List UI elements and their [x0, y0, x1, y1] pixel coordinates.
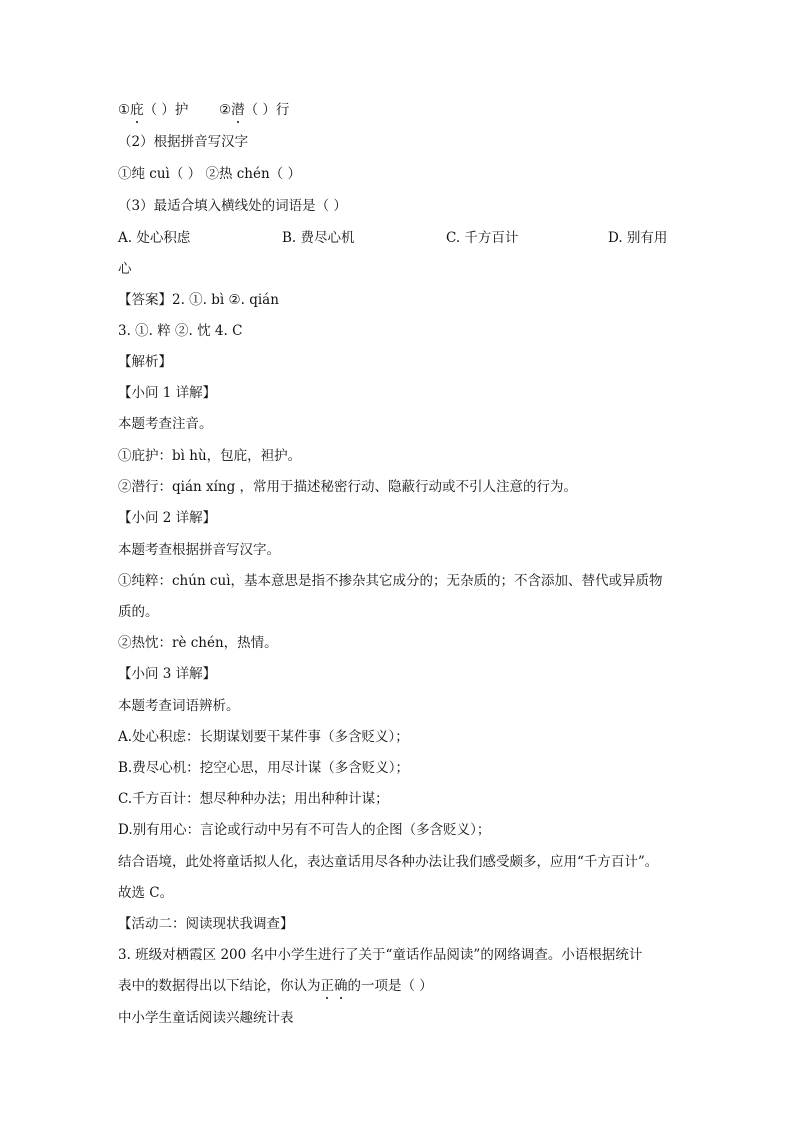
sub3-heading: 【小问 3 详解】	[118, 666, 217, 682]
sub1-item1: ①庇护：bì hù，包庇，袒护。	[118, 448, 302, 464]
sub2-item2: ②热忱：rè chén，热情。	[118, 635, 278, 651]
answer-line-2: 3. ①. 粹 ②. 忱 4. C	[118, 323, 243, 339]
q3-line2-start: 表中的数据得出以下结论，你认为	[118, 978, 321, 994]
answer-line-1: 【答案】2. ①. bì ②. qián	[118, 292, 279, 308]
option-d: D. 别有用	[608, 230, 668, 246]
activity2-heading: 【活动二：阅读现状我调查】	[118, 916, 294, 932]
sub3-conclusion: 结合语境，此处将童话拟人化，表达童话用尽各种办法让我们感受颇多，应用“千方百计”。	[118, 854, 659, 870]
sub3-intro: 本题考查词语辨析。	[118, 698, 240, 714]
sub2-heading: 【小问 2 详解】	[118, 510, 217, 526]
q2-line: ①纯 cuì（ ） ②热 chén（ ）	[118, 166, 301, 182]
table-title: 中小学生童话阅读兴趣统计表	[118, 1010, 294, 1026]
sub1-intro: 本题考查注音。	[118, 416, 213, 432]
q3-heading: （3）最适合填入横线处的词语是（ ）	[118, 198, 347, 214]
option-a: A. 处心积虑	[118, 230, 191, 246]
emphasized-char-bi: 庇	[130, 102, 144, 118]
marker-1: ①	[118, 102, 131, 118]
q3-line2-end: 的一项是（ ）	[347, 978, 433, 994]
emphasized-char-qian: 潜	[231, 102, 245, 118]
q1-part1-rest: （ ）护	[143, 102, 189, 118]
activity2-q3-line2	[118, 976, 678, 996]
sub2-item1-line1: ①纯粹：chún cuì，基本意思是指不掺杂其它成分的；无杂质的；不含添加、替代或异质物	[118, 573, 663, 589]
analysis-heading: 【解析】	[118, 354, 172, 370]
sub3-option-c: C.千方百计：想尽种种办法；用出种种计谋；	[118, 791, 389, 807]
sub1-heading: 【小问 1 详解】	[118, 385, 217, 401]
q2-heading: （2）根据拼音写汉字	[118, 134, 249, 150]
q1-part2-rest: （ ）行	[244, 102, 290, 118]
emphasized-char-zheng: 正	[320, 978, 334, 994]
sub3-option-b: B.费尽心机：挖空心思，用尽计谋（多含贬义）；	[118, 760, 409, 776]
sub2-intro: 本题考查根据拼音写汉字。	[118, 542, 280, 558]
option-c: C. 千方百计	[446, 230, 519, 246]
option-b: B. 费尽心机	[282, 230, 355, 246]
sub3-choice: 故选 C。	[118, 885, 174, 901]
emphasized-char-que: 确	[334, 978, 348, 994]
q1-pinyin-line	[118, 100, 678, 120]
sub3-option-a: A.处心积虑：长期谋划要干某件事（多含贬义）；	[118, 729, 409, 745]
sub3-option-d: D.别有用心：言论或行动中另有不可告人的企图（多含贬义）；	[118, 822, 491, 838]
option-d-continued: 心	[118, 261, 132, 277]
sub1-item2: ②潜行：qián xíng ，常用于描述秘密行动、隐蔽行动或不引人注意的行为。	[118, 479, 578, 495]
sub2-item1-line2: 质的。	[118, 604, 159, 620]
marker-2: ②	[219, 102, 232, 118]
activity2-q3-line1: 3. 班级对栖霞区 200 名中小学生进行了关于“童话作品阅读”的网络调查。小语根据统计	[118, 947, 643, 963]
